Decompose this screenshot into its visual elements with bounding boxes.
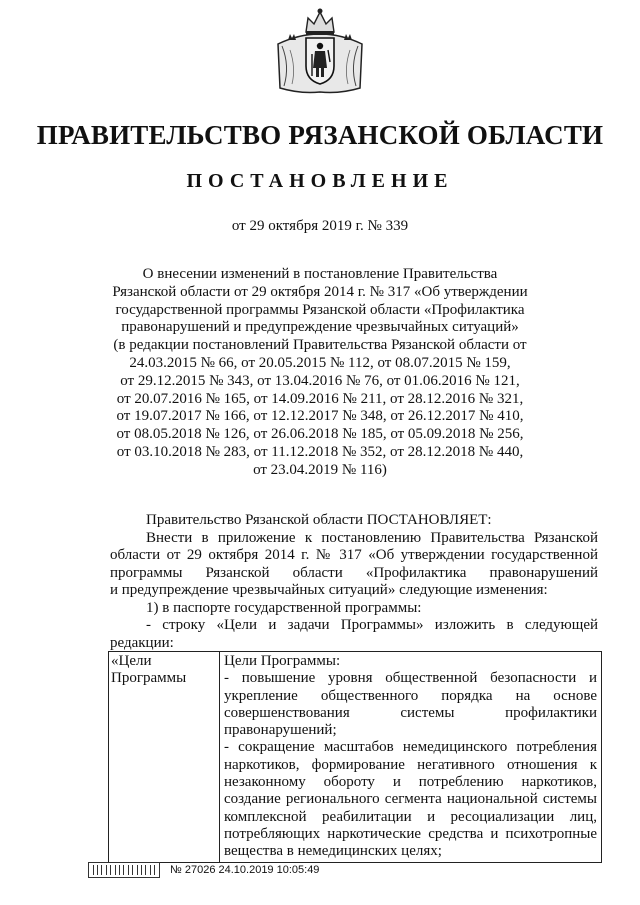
cell-line: наркотиков, формирование негативного отношения к	[224, 756, 597, 773]
paragraph-line: области от 29 октября 2014 г. № 317 «Об утверждении государственной	[110, 547, 598, 563]
paragraph-line: Внести в приложение к постановлению Правительства Рязанской	[146, 529, 598, 546]
subject-line: правонарушений и предупреждение чрезвычайных ситуаций»	[121, 319, 519, 336]
table-cell-content	[220, 652, 602, 863]
cell-line: незаконному обороту и потреблению наркотиков,	[224, 774, 597, 791]
subject-line: 24.03.2015 № 66, от 20.05.2015 № 112, от 08.07.2015 № 159,	[129, 354, 511, 371]
coat-of-arms-emblem	[270, 6, 370, 98]
cell-line: - повышение уровня общественной безопасности и	[224, 670, 597, 687]
document-body	[110, 512, 598, 652]
cell-line: «Цели	[111, 653, 152, 669]
subject-line: Рязанской области от 29 октября 2014 г. № 317 «Об утверждении	[112, 283, 528, 300]
subject-line: от 03.10.2018 № 283, от 11.12.2018 № 352, от 28.12.2018 № 440,	[116, 443, 524, 460]
list-item: редакции:	[110, 634, 174, 651]
paragraph-line: и предупреждение чрезвычайных ситуаций» следующие изменения:	[110, 582, 548, 598]
cell-line: создание регионального сегмента национальной системы	[224, 791, 597, 808]
subject-line: государственной программы Рязанской области «Профилактика	[115, 301, 525, 318]
document-footer	[88, 862, 508, 882]
cell-line: Цели Программы:	[224, 653, 341, 669]
table-cell-label	[109, 652, 220, 863]
subject-line: от 23.04.2019 № 116)	[253, 461, 387, 478]
subject-line: от 19.07.2017 № 166, от 12.12.2017 № 348, от 26.12.2017 № 410,	[116, 408, 524, 425]
subject-line: О внесении изменений в постановление Правительства	[142, 266, 498, 282]
table-row	[109, 652, 602, 863]
cell-line: вещества в немедицинских целях;	[224, 843, 442, 860]
list-item: - строку «Цели и задачи Программы» изложить в следующей	[146, 617, 598, 633]
resolution-statement: Правительство Рязанской области ПОСТАНОВЛЯЕТ:	[146, 512, 492, 528]
cell-line: Программы	[111, 670, 187, 687]
document-date-number: от 29 октября 2019 г. № 339	[231, 218, 409, 234]
program-goals-table	[108, 651, 602, 863]
document-type-heading: ПОСТАНОВЛЕНИЕ	[186, 170, 454, 192]
cell-line: комплексной реабилитации и ресоциализации лиц,	[224, 808, 597, 825]
cell-line: укрепление общественного порядка на основе	[224, 687, 597, 704]
subject-line: от 08.05.2018 № 126, от 26.06.2018 № 185, от 05.09.2018 № 256,	[116, 426, 524, 443]
paragraph-line: программы Рязанской области «Профилактика правонарушений	[110, 564, 598, 581]
cell-line: потребляющих наркотические средства и психотропные	[224, 825, 597, 842]
document-subject	[100, 266, 540, 480]
subject-line: от 20.07.2016 № 165, от 14.09.2016 № 211, от 28.12.2016 № 321,	[116, 390, 524, 407]
cell-line: - сокращение масштабов немедицинского потребления	[224, 739, 597, 756]
list-item: 1) в паспорте государственной программы:	[146, 599, 422, 616]
organization-title: ПРАВИТЕЛЬСТВО РЯЗАНСКОЙ ОБЛАСТИ	[36, 120, 604, 150]
registration-stamp: № 27026 24.10.2019 10:05:49	[170, 864, 320, 876]
barcode-icon	[88, 862, 160, 878]
cell-line: совершенствования системы профилактики	[224, 704, 597, 721]
cell-line: правонарушений;	[224, 722, 337, 739]
subject-line: (в редакции постановлений Правительства Рязанской области от	[113, 337, 527, 354]
subject-line: от 29.12.2015 № 343, от 13.04.2016 № 76, от 01.06.2016 № 121,	[120, 372, 520, 389]
